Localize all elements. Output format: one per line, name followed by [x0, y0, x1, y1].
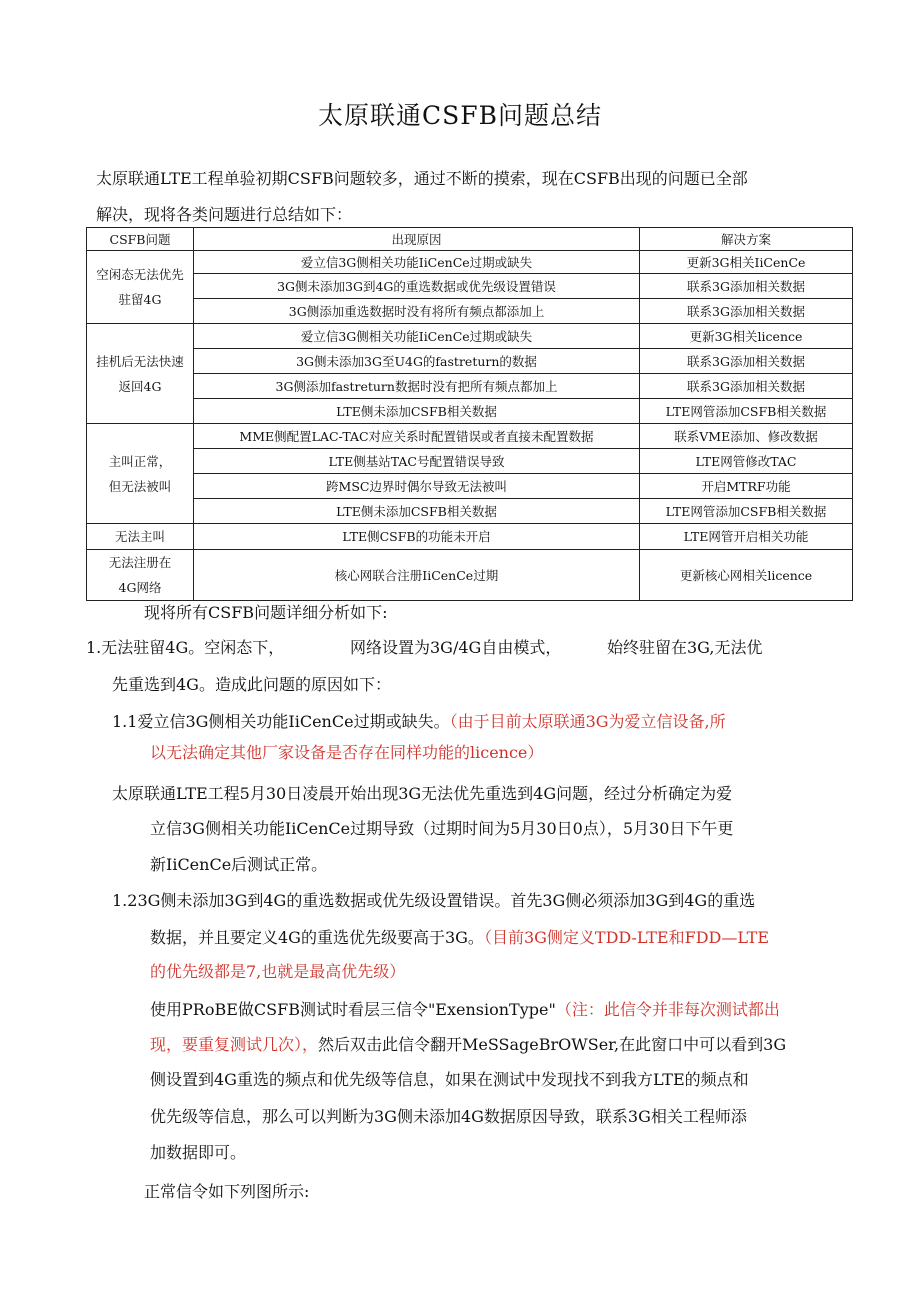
- section-1-line-2: 先重选到4G。造成此问题的原因如下：: [112, 675, 391, 694]
- para-1-line-2: 立信3G侧相关功能IiCenCe过期导致（过期时间为5月30日0点），5月30日下午更: [150, 819, 734, 838]
- table-row: [87, 499, 853, 524]
- para-1-line-1: 太原联通LTE工程5月30日凌晨开始出现3G无法优先重选到4G问题，经过分析确定为爱: [112, 784, 733, 803]
- problem-category-line: 但无法被叫: [108, 478, 172, 494]
- solution-cell: 更新3G相关licence: [640, 324, 853, 349]
- solution-cell: 联系3G添加相关数据: [640, 274, 853, 299]
- section-1-2-line-1: 1.23G侧未添加3G到4G的重选数据或优先级设置错误。首先3G侧必须添加3G到4G的重选: [112, 891, 756, 910]
- solution-cell: 更新核心网相关licence: [640, 550, 853, 601]
- cause-cell: LTE侧基站TAC号配置错误导致: [194, 449, 640, 474]
- problem-category-line: 4G网络: [118, 580, 162, 595]
- table-row: [87, 550, 853, 601]
- table-row: [87, 349, 853, 374]
- problem-category-line: 挂机后无法快速: [96, 353, 184, 369]
- problem-category-cell: [87, 251, 194, 324]
- para-2-note: （注：此信令并非每次测试都出: [555, 1000, 780, 1019]
- header-cell-solution: 解决方案: [640, 228, 853, 251]
- solution-cell: LTE网管添加CSFB相关数据: [640, 499, 853, 524]
- table-row: [87, 424, 853, 449]
- csfb-summary-table: [86, 227, 853, 601]
- cause-cell: LTE侧未添加CSFB相关数据: [194, 399, 640, 424]
- cause-cell: 爱立信3G侧相关功能IiCenCe过期或缺失: [194, 324, 640, 349]
- cause-cell: 3G侧添加重选数据时没有将所有频点都添加上: [194, 299, 640, 324]
- solution-cell: 开启MTRF功能: [640, 474, 853, 499]
- cause-cell: MME侧配置LAC-TAC对应关系时配置错误或者直接未配置数据: [194, 424, 640, 449]
- para-2-note-cont: 现，要重复测试几次），: [150, 1035, 319, 1054]
- cause-cell: 3G侧未添加3G到4G的重选数据或优先级设置错误: [194, 274, 640, 299]
- analysis-intro: 现将所有CSFB问题详细分析如下:: [144, 603, 388, 622]
- table-row: [87, 474, 853, 499]
- problem-category-cell: [87, 550, 194, 601]
- solution-cell: 联系VME添加、修改数据: [640, 424, 853, 449]
- para-2-text: 使用PRoBE做CSFB测试时看层三信令"ExensionType": [150, 1000, 556, 1019]
- header-cell-cause: 出现原因: [194, 228, 640, 251]
- cause-cell: 3G侧添加fastreturn数据时没有把所有频点都加上: [194, 374, 640, 399]
- table-row: [87, 299, 853, 324]
- table-row: [87, 251, 853, 274]
- intro-line-2: 解决，现将各类问题进行总结如下：: [96, 205, 353, 224]
- problem-category-line: 空闲态无法优先: [96, 267, 184, 282]
- solution-cell: 更新3G相关IiCenCe: [640, 251, 853, 274]
- cause-cell: LTE侧CSFB的功能未开启: [194, 524, 640, 550]
- problem-category-cell: [87, 424, 194, 524]
- para-2-line-3: 侧设置到4G重选的频点和优先级等信息，如果在测试中发现找不到我方LTE的频点和: [150, 1070, 749, 1089]
- solution-cell: 联系3G添加相关数据: [640, 299, 853, 324]
- table-row: [87, 449, 853, 474]
- section-1-2-note: （目前3G侧定义TDD-LTE和FDD—LTE: [483, 928, 770, 947]
- section-1-2-text: 数据，并且要定义4G的重选优先级要高于3G。: [150, 928, 484, 947]
- section-1-1-heading: 1.1爱立信3G侧相关功能IiCenCe过期或缺失。: [112, 712, 450, 731]
- problem-category-line: 返回4G: [118, 378, 162, 394]
- table-row: [87, 274, 853, 299]
- section-1-1-note-cont: 以无法确定其他厂家设备是否存在同样功能的licence）: [150, 743, 544, 762]
- cause-cell: 3G侧未添加3G至U4G的fastreturn的数据: [194, 349, 640, 374]
- solution-cell: LTE网管添加CSFB相关数据: [640, 399, 853, 424]
- section-1-1-note: （由于目前太原联通3G为爱立信设备,所: [449, 712, 726, 731]
- solution-cell: LTE网管修改TAC: [640, 449, 853, 474]
- para-2-text-cont: 然后双击此信令翻开MeSSageBrOWSer,在此窗口中可以看到3G: [318, 1035, 787, 1054]
- problem-category-line: 无法主叫: [114, 529, 165, 544]
- para-3: 正常信令如下列图所示:: [144, 1182, 310, 1201]
- problem-category-cell: [87, 324, 194, 424]
- section-1-2-note-cont: 的优先级都是7,也就是最高优先级）: [150, 962, 406, 981]
- cause-cell: 核心网联合注册IiCenCe过期: [194, 550, 640, 601]
- page-title: 太原联通CSFB问题总结: [318, 101, 602, 130]
- table-header-row: [87, 228, 853, 251]
- table-row: [87, 374, 853, 399]
- solution-cell: 联系3G添加相关数据: [640, 349, 853, 374]
- intro-line-1: 太原联通LTE工程单验初期CSFB问题较多，通过不断的摸索，现在CSFB出现的问题已全部: [96, 169, 748, 188]
- cause-cell: 跨MSC边界时偶尔导致无法被叫: [194, 474, 640, 499]
- para-2-line-4: 优先级等信息，那么可以判断为3G侧未添加4G数据原因导致，联系3G相关工程师添: [150, 1107, 747, 1126]
- section-1-2-line-2: [150, 928, 769, 948]
- solution-cell: 联系3G添加相关数据: [640, 374, 853, 399]
- problem-category-cell: [87, 524, 194, 550]
- problem-category-line: 驻留4G: [118, 292, 162, 307]
- problem-category-line: 无法注册在: [108, 555, 172, 570]
- para-2-line-5: 加数据即可。: [150, 1143, 247, 1162]
- cause-cell: LTE侧未添加CSFB相关数据: [194, 499, 640, 524]
- table-row: [87, 324, 853, 349]
- para-2-line-2: [150, 1035, 786, 1055]
- para-2-line-1: [150, 1000, 780, 1020]
- section-1-line-1a: 1.无法驻留4G。空闲态下，: [86, 638, 285, 657]
- section-1-1-line-1: [112, 712, 726, 732]
- section-1-line-1c: 始终驻留在3G,无法优: [607, 638, 763, 657]
- solution-cell: LTE网管开启相关功能: [640, 524, 853, 550]
- table-row: [87, 524, 853, 550]
- section-1-line-1b: 网络设置为3G/4G自由模式，: [350, 638, 562, 657]
- para-1-line-3: 新IiCenCe后测试正常。: [150, 855, 328, 874]
- table-row: [87, 399, 853, 424]
- cause-cell: 爱立信3G侧相关功能IiCenCe过期或缺失: [194, 251, 640, 274]
- header-cell-problem: CSFB问题: [87, 228, 194, 251]
- problem-category-line: 主叫正常，: [108, 453, 172, 469]
